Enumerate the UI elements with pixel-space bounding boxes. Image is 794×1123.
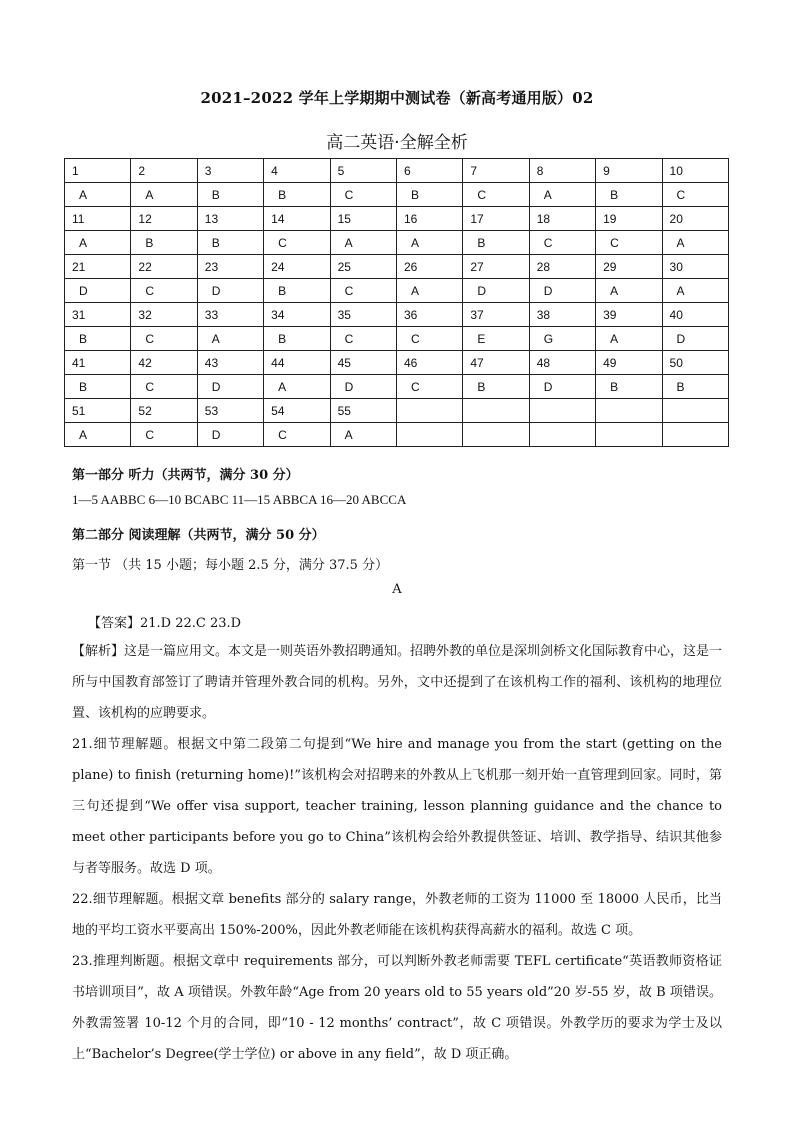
answer-cell: C bbox=[529, 231, 595, 255]
question-number-row bbox=[65, 399, 729, 423]
answer-cell: B bbox=[65, 327, 131, 351]
question-number-cell bbox=[463, 399, 529, 423]
question-number-cell: 46 bbox=[396, 351, 462, 375]
question-number-cell: 34 bbox=[264, 303, 330, 327]
question-21-explanation: 21.细节理解题。根据文中第二段第二句提到“We hire and manage you from the start (getting on the plane) to finish (returning home)!”该机构会对招聘来的外教从上飞机那一刻开始一直管理到回家。同时，第三句还提到“We offer visa support, teacher training, lesson planning guidance and the chance to meet other participants before you go to China”该机构会给外教提供签证、培训、教学指导、结识其他参与者等服务。故选 D 项。 bbox=[72, 737, 722, 876]
answer-cell: D bbox=[197, 375, 263, 399]
answer-cell: B bbox=[463, 375, 529, 399]
answer-cell: A bbox=[65, 183, 131, 207]
question-number-cell: 16 bbox=[396, 207, 462, 231]
question-number-cell: 50 bbox=[662, 351, 728, 375]
part2-heading: 第二部分 阅读理解（共两节，满分 50 分） bbox=[72, 528, 325, 543]
answer-cell: A bbox=[596, 279, 662, 303]
answer-cell: A bbox=[131, 183, 197, 207]
question-number-cell: 15 bbox=[330, 207, 396, 231]
answer-cell: B bbox=[197, 231, 263, 255]
question-number-cell: 5 bbox=[330, 159, 396, 183]
question-number-cell: 27 bbox=[463, 255, 529, 279]
question-number-cell: 23 bbox=[197, 255, 263, 279]
question-number-cell: 41 bbox=[65, 351, 131, 375]
question-22-explanation: 22.细节理解题。根据文章 benefits 部分的 salary range，外教老师的工资为 11000 至 18000 人民币，比当地的平均工资水平要高出 150%-200%，因此外教老师能在该机构获得高薪水的福利。故选 C 项。 bbox=[72, 892, 722, 938]
question-number-row bbox=[65, 207, 729, 231]
answer-line: 【答案】21.D 22.C 23.D bbox=[88, 616, 242, 631]
question-number-cell: 7 bbox=[463, 159, 529, 183]
section-heading: 第一节 （共 15 小题；每小题 2.5 分，满分 37.5 分） bbox=[72, 558, 389, 573]
question-number-cell: 13 bbox=[197, 207, 263, 231]
question-number-cell: 45 bbox=[330, 351, 396, 375]
answer-row bbox=[65, 375, 729, 399]
question-number-cell bbox=[396, 399, 462, 423]
question-number-cell: 42 bbox=[131, 351, 197, 375]
question-number-cell: 47 bbox=[463, 351, 529, 375]
answer-cell bbox=[396, 423, 462, 447]
question-number-cell: 25 bbox=[330, 255, 396, 279]
answer-cell: B bbox=[596, 375, 662, 399]
answer-table bbox=[64, 158, 729, 447]
answer-cell: C bbox=[396, 327, 462, 351]
answer-cell bbox=[662, 423, 728, 447]
question-number-cell: 24 bbox=[264, 255, 330, 279]
document-title: 2021–2022 学年上学期期中测试卷（新高考通用版）02 bbox=[200, 89, 594, 107]
question-number-cell: 48 bbox=[529, 351, 595, 375]
answer-cell: A bbox=[662, 279, 728, 303]
answer-row bbox=[65, 231, 729, 255]
answer-cell: B bbox=[65, 375, 131, 399]
answer-cell: C bbox=[330, 327, 396, 351]
answer-cell: C bbox=[330, 183, 396, 207]
answer-cell: A bbox=[330, 423, 396, 447]
question-23-explanation: 23.推理判断题。根据文章中 requirements 部分，可以判断外教老师需要 TEFL certificate“英语教师资格证书培训项目”，故 A 项错误。外教年龄“Age from 20 years old to 55 years old”20 岁-55 岁，故 B 项错误。外教需签署 10-12 个月的合同，即“10 - 12 months’ contract”，故 C 项错误。外教学历的要求为学士及以上“Bachelor’s Degree(学士学位) or above in any field”，故 D 项正确。 bbox=[72, 954, 722, 1062]
question-number-cell: 22 bbox=[131, 255, 197, 279]
answer-cell: A bbox=[264, 375, 330, 399]
answer-cell: C bbox=[264, 231, 330, 255]
question-number-row bbox=[65, 255, 729, 279]
question-number-cell: 35 bbox=[330, 303, 396, 327]
question-number-cell bbox=[529, 399, 595, 423]
answer-cell bbox=[529, 423, 595, 447]
question-number-row bbox=[65, 159, 729, 183]
part1-answers: 1—5 AABBC 6—10 BCABC 11—15 ABBCA 16—20 ABCCA bbox=[72, 492, 407, 507]
analysis-block bbox=[72, 636, 722, 1070]
answer-cell bbox=[596, 423, 662, 447]
part1-heading: 第一部分 听力（共两节，满分 30 分） bbox=[72, 468, 299, 483]
answer-cell: D bbox=[65, 279, 131, 303]
answer-cell: A bbox=[197, 327, 263, 351]
passage-label: A bbox=[392, 582, 402, 597]
question-number-cell: 40 bbox=[662, 303, 728, 327]
question-number-cell: 32 bbox=[131, 303, 197, 327]
answer-row bbox=[65, 183, 729, 207]
answer-cell: C bbox=[131, 423, 197, 447]
answer-cell: B bbox=[131, 231, 197, 255]
question-number-cell: 43 bbox=[197, 351, 263, 375]
answer-cell: D bbox=[463, 279, 529, 303]
answer-cell: D bbox=[330, 375, 396, 399]
document-subtitle: 高二英语·全解全析 bbox=[326, 133, 468, 153]
answer-cell: A bbox=[662, 231, 728, 255]
answer-row bbox=[65, 423, 729, 447]
answer-cell: C bbox=[396, 375, 462, 399]
question-number-cell: 33 bbox=[197, 303, 263, 327]
question-number-row bbox=[65, 351, 729, 375]
question-number-cell: 2 bbox=[131, 159, 197, 183]
question-number-cell bbox=[662, 399, 728, 423]
answer-cell: A bbox=[396, 231, 462, 255]
question-number-cell: 26 bbox=[396, 255, 462, 279]
question-number-cell: 1 bbox=[65, 159, 131, 183]
question-number-cell: 21 bbox=[65, 255, 131, 279]
answer-row bbox=[65, 279, 729, 303]
answer-cell: B bbox=[396, 183, 462, 207]
question-number-cell: 30 bbox=[662, 255, 728, 279]
question-number-cell: 55 bbox=[330, 399, 396, 423]
answer-cell: A bbox=[65, 423, 131, 447]
answer-cell: B bbox=[596, 183, 662, 207]
question-number-cell: 4 bbox=[264, 159, 330, 183]
answer-cell: E bbox=[463, 327, 529, 351]
answer-cell: C bbox=[264, 423, 330, 447]
question-number-cell: 17 bbox=[463, 207, 529, 231]
answer-cell: C bbox=[330, 279, 396, 303]
question-number-cell: 14 bbox=[264, 207, 330, 231]
answer-cell: D bbox=[662, 327, 728, 351]
question-number-cell: 37 bbox=[463, 303, 529, 327]
question-number-cell: 9 bbox=[596, 159, 662, 183]
answer-cell: C bbox=[463, 183, 529, 207]
answer-cell: C bbox=[662, 183, 728, 207]
answer-cell: B bbox=[264, 183, 330, 207]
answer-cell: C bbox=[596, 231, 662, 255]
question-number-cell: 28 bbox=[529, 255, 595, 279]
answer-cell: C bbox=[131, 375, 197, 399]
answer-cell: C bbox=[131, 279, 197, 303]
answer-cell: D bbox=[529, 279, 595, 303]
question-number-cell: 11 bbox=[65, 207, 131, 231]
answer-cell bbox=[463, 423, 529, 447]
question-number-cell: 51 bbox=[65, 399, 131, 423]
question-number-cell: 29 bbox=[596, 255, 662, 279]
answer-cell: D bbox=[529, 375, 595, 399]
question-number-cell: 31 bbox=[65, 303, 131, 327]
answer-cell: B bbox=[662, 375, 728, 399]
question-number-cell bbox=[596, 399, 662, 423]
answer-cell: B bbox=[197, 183, 263, 207]
question-number-cell: 6 bbox=[396, 159, 462, 183]
answer-cell: D bbox=[197, 279, 263, 303]
question-number-cell: 12 bbox=[131, 207, 197, 231]
answer-cell: B bbox=[463, 231, 529, 255]
answer-cell: A bbox=[529, 183, 595, 207]
answer-cell: C bbox=[131, 327, 197, 351]
answer-cell: G bbox=[529, 327, 595, 351]
question-number-cell: 49 bbox=[596, 351, 662, 375]
question-number-cell: 53 bbox=[197, 399, 263, 423]
question-number-cell: 52 bbox=[131, 399, 197, 423]
answer-cell: A bbox=[396, 279, 462, 303]
question-number-row bbox=[65, 303, 729, 327]
question-number-cell: 8 bbox=[529, 159, 595, 183]
answer-cell: D bbox=[197, 423, 263, 447]
question-number-cell: 19 bbox=[596, 207, 662, 231]
question-number-cell: 36 bbox=[396, 303, 462, 327]
answer-cell: B bbox=[264, 279, 330, 303]
question-number-cell: 10 bbox=[662, 159, 728, 183]
answer-cell: A bbox=[330, 231, 396, 255]
analysis-paragraph: 【解析】这是一篇应用文。本文是一则英语外教招聘通知。招聘外教的单位是深圳剑桥文化国际教育中心，这是一所与中国教育部签订了聘请并管理外教合同的机构。另外，文中还提到了在该机构工作的福利、该机构的地理位置、该机构的应聘要求。 bbox=[72, 644, 723, 721]
question-number-cell: 44 bbox=[264, 351, 330, 375]
answer-cell: B bbox=[264, 327, 330, 351]
question-number-cell: 18 bbox=[529, 207, 595, 231]
question-number-cell: 38 bbox=[529, 303, 595, 327]
question-number-cell: 20 bbox=[662, 207, 728, 231]
question-number-cell: 54 bbox=[264, 399, 330, 423]
question-number-cell: 39 bbox=[596, 303, 662, 327]
question-number-cell: 3 bbox=[197, 159, 263, 183]
answer-cell: A bbox=[596, 327, 662, 351]
answer-row bbox=[65, 327, 729, 351]
answer-cell: A bbox=[65, 231, 131, 255]
